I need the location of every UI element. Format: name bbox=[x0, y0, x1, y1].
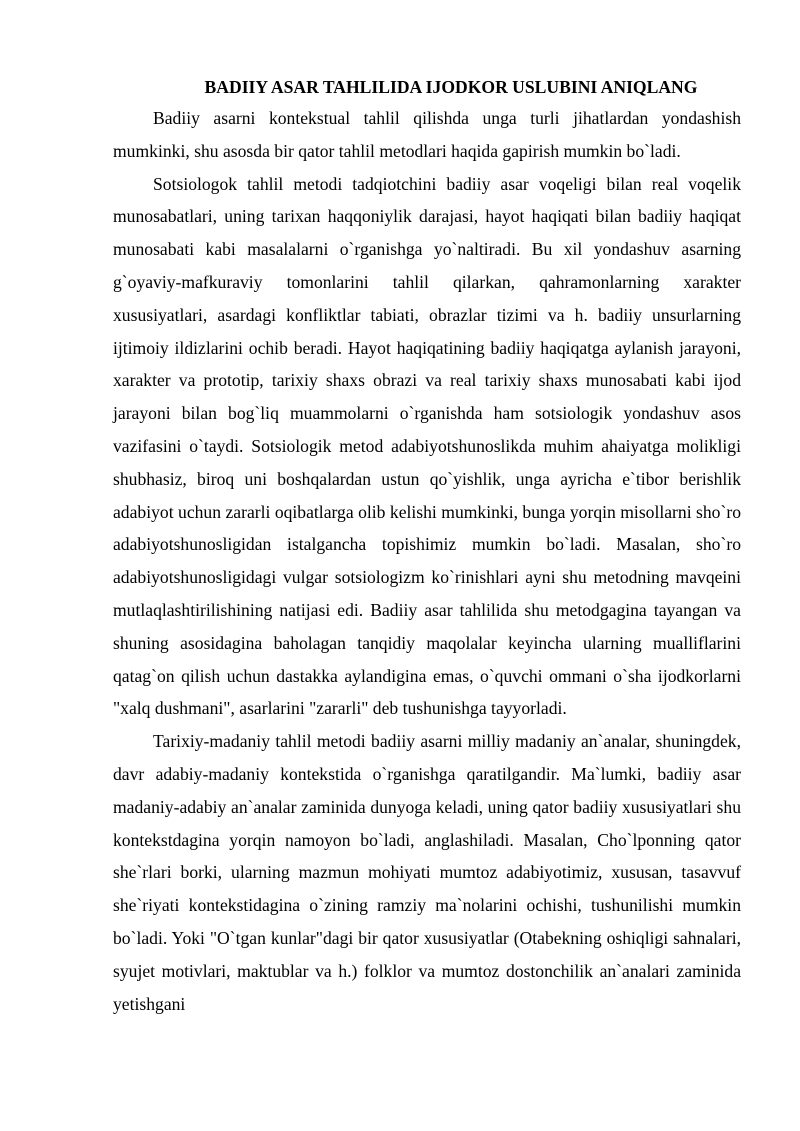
paragraph-historical-cultural-method: Tarixiy-madaniy tahlil metodi badiiy asarni milliy madaniy an`analar, shuningdek, davr adabiy-madaniy kontekstida o`rganishga qaratilgandir. Ma`lumki, badiiy asar madaniy-adabiy an`analar zaminida dunyoga keladi, uning qator badiiy xususiyatlari shu kontekstdagina yorqin namoyon bo`ladi, anglashiladi. Masalan, Cho`lponning qator she`rlari borki, ularning mazmun mohiyati mumtoz adabiyotimiz, xususan, tasavvuf she`riyati kontekstidagina o`zining ramziy ma`nolarini ochishi, tushunilishi mumkin bo`ladi. Yoki "O`tgan kunlar"dagi bir qator xususiyatlar (Otabekning oshiqligi sahnalari, syujet motivlari, maktublar va h.) folklor va mumtoz dostonchilik an`analari zaminida yetishgani bbox=[113, 731, 741, 1014]
document-page bbox=[113, 72, 741, 1020]
paragraph-intro: Badiiy asarni kontekstual tahlil qilishda unga turli jihatlardan yondashish mumkinki, shu asosda bir qator tahlil metodlari haqida gapirish mumkin bo`ladi. bbox=[113, 108, 741, 161]
paragraph-sociological-method: Sotsiologok tahlil metodi tadqiotchini badiiy asar voqeligi bilan real voqelik munosabatlari, uning tarixan haqqoniylik darajasi, hayot haqiqati bilan badiiy haqiqat munosabati kabi masalalarni o`rganishga yo`naltiradi. Bu xil yondashuv asarning g`oyaviy-mafkuraviy tomonlarini tahlil qilarkan, qahramonlarning xarakter xususiyatlari, asardagi konfliktlar tabiati, obrazlar tizimi va h. badiiy unsurlarning ijtimoiy ildizlarini ochib beradi. Hayot haqiqatining badiiy haqiqatga aylanish jarayoni, xarakter va prototip, tarixiy shaxs obrazi va real tarixiy shaxs munosabati kabi ijod jarayoni bilan bog`liq muammolarni o`rganishda ham sotsiologik yondashuv asos vazifasini o`taydi. Sotsiologik metod adabiyotshunoslikda muhim ahaiyatga molikligi shubhasiz, biroq uni boshqalardan ustun qo`yishlik, unga ayricha e`tibor berishlik adabiyot uchun zararli oqibatlarga olib kelishi mumkinki, bunga yorqin misollarni sho`ro adabiyotshunosligidan istalgancha topishimiz mumkin bo`ladi. Masalan, sho`ro adabiyotshunosligidagi vulgar sotsiologizm ko`rinishlari ayni shu metodning mavqeini mutlaqlashtirilishining natijasi edi. Badiiy asar tahlilida shu metodgagina tayangan va shuning asosidagina baholagan tanqidiy maqolalar keyincha ularning mualliflarini qatag`on qilish uchun dastakka aylandigina emas, o`quvchi ommani o`sha ijodkorlarni "xalq dushmani", asarlarini "zararli" deb tushunishga tayyorladi. bbox=[113, 173, 741, 719]
document-title: BADIIY ASAR TAHLILIDA IJODKOR USLUBINI ANIQLANG bbox=[204, 77, 698, 97]
